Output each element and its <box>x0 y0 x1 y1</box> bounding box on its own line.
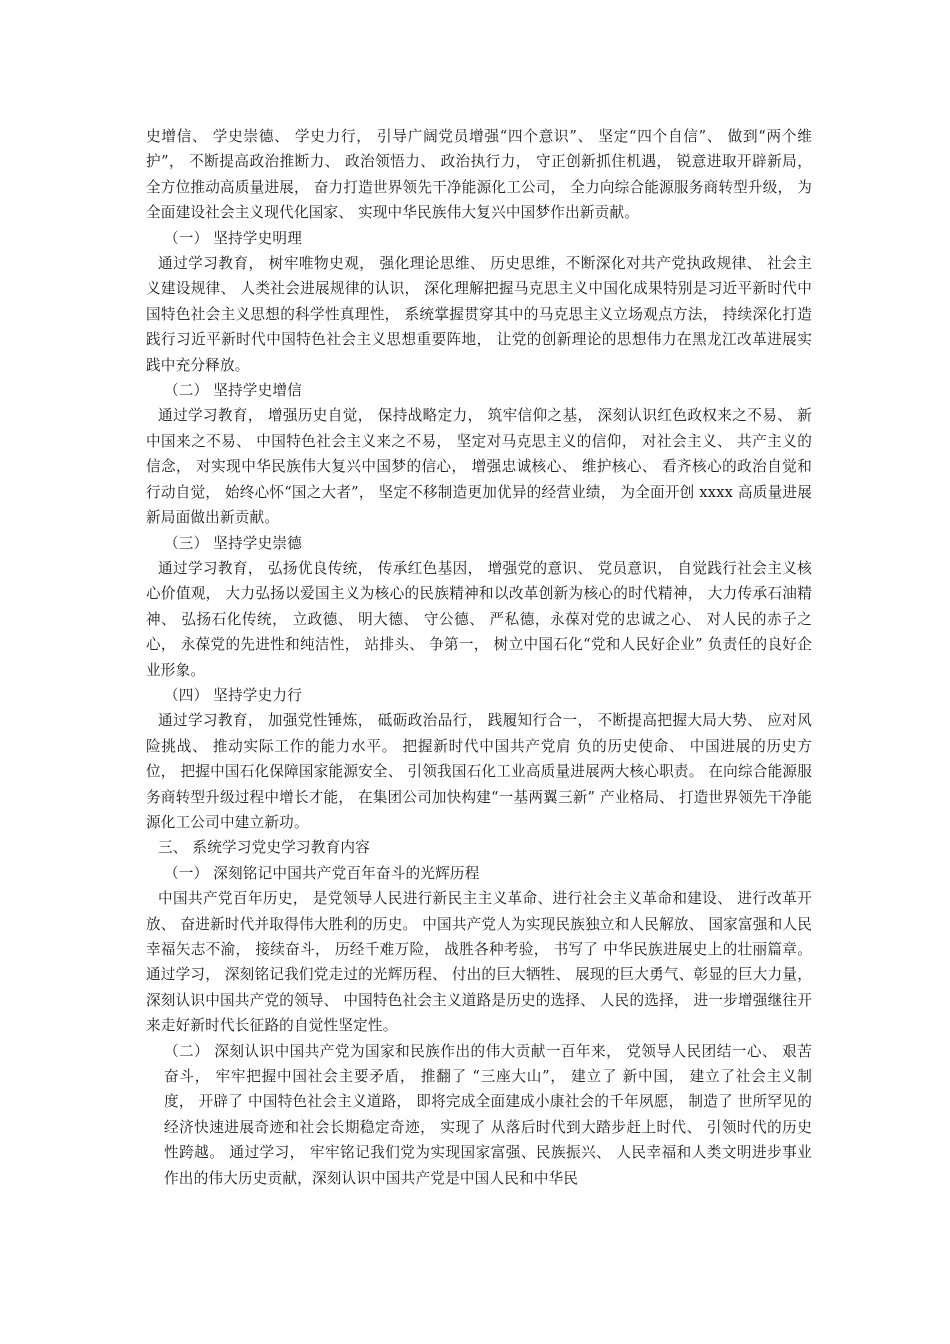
paragraph-great-contribution: （二） 深刻认识中国共产党为国家和民族作出的伟大贡献一百年来， 党领导人民团结一心、 艰苦奋斗， 牢牢把握中国社会主要矛盾， 推翻了 “三座大山”， 建立了 新中国， 建立了社会主义制度， 开辟了 中国特色社会主义道路， 即将完成全面建成小康社会的千年夙愿， 制造了 世所罕见的经济快速进展奇迹和社会长期稳定奇迹， 实现了 从落后时代到大踏步赶上时代、 引领时代的历史性跨越。 通过学习， 牢牢铭记我们党为实现国家富强、民族振兴、 人民幸福和人类文明进步事业作出的伟大历史贡献，深刻认识中国共产党是中国人民和中华民 <box>164 1042 812 1187</box>
heading-learn-history-action: （四） 坚持学史力行 <box>164 686 302 704</box>
heading-learn-history-reason: （一） 坚持学史明理 <box>164 229 302 247</box>
document-body <box>146 124 812 1191</box>
paragraph-learn-history-confidence: 通过学习教育， 增强历史自觉， 保持战略定力， 筑牢信仰之基， 深刻认识红色政权来之不易、 新中国来之不易、 中国特色社会主义来之不易， 坚定对马克思主义的信仰， 对社会主义、 共产主义的信念， 对实现中华民族伟大复兴中国梦的信心， 增强忠诚核心、 维护核心、 看齐核心的政治自觉和行动自觉， 始终心怀“国之大者”， 坚定不移制造更加优异的经营业绩， 为全面开创 xxxx 高质量进展新局面做出新贡献。 <box>146 407 812 527</box>
paragraph-intro: 史增信、 学史崇德、 学史力行， 引导广阔党员增强“四个意识”、 坚定“四个自信”、 做到“两个维护”， 不断提高政治推断力、 政治领悟力、 政治执行力， 守正创新抓住机遇， 锐意进取开辟新局， 全方位推动高质量进展， 奋力打造世界领先干净能源化工公司， 全力向综合能源服务商转型升级， 为全面建设社会主义现代化国家、 实现中华民族伟大复兴中国梦作出新贡献。 <box>146 128 812 222</box>
heading-learn-history-virtue: （三） 坚持学史崇德 <box>164 534 302 552</box>
section-heading-three: 三、 系统学习党史学习教育内容 <box>158 839 370 857</box>
heading-learn-history-confidence: （二） 坚持学史增信 <box>164 382 302 400</box>
paragraph-learn-history-virtue: 通过学习教育， 弘扬优良传统， 传承红色基因， 增强党的意识、 党员意识， 自觉践行社会主义核心价值观， 大力弘扬以爱国主义为核心的民族精神和以改革创新为核心的时代精神， 大力传承石油精神、 弘扬石化传统， 立政德、 明大德、 守公德、 严私德，永葆对党的忠诚之心、 对人民的赤子之心， 永葆党的先进性和纯洁性， 站排头、 争第一， 树立中国石化“党和人民好企业” 负责任的良好企业形象。 <box>146 559 812 679</box>
heading-glorious-history: （一） 深刻铭记中国共产党百年奋斗的光辉历程 <box>164 864 480 882</box>
paragraph-learn-history-reason: 通过学习教育， 树牢唯物史观， 强化理论思维、 历史思维，不断深化对共产党执政规律、 社会主义建设规律、 人类社会进展规律的认识， 深化理解把握马克思主义中国化成果特别是习近平新时代中国特色社会主义思想的科学性真理性， 系统掌握贯穿其中的马克思主义立场观点方法， 持续深化打造践行习近平新时代中国特色社会主义思想重要阵地， 让党的创新理论的思想伟力在黑龙江改革进展实践中充分释放。 <box>146 255 812 374</box>
paragraph-glorious-history: 中国共产党百年历史， 是党领导人民进行新民主主义革命、进行社会主义革命和建设、 进行改革开放、 奋进新时代并取得伟大胜利的历史。 中国共产党人为实现民族独立和人民解放、 国家富强和人民幸福矢志不渝， 接续奋斗， 历经千难万险， 战胜各种考验， 书写了 中华民族进展史上的壮丽篇章。 通过学习， 深刻铭记我们党走过的光辉历程、 付出的巨大牺牲、 展现的巨大勇气、彰显的巨大力量， 深刻认识中国共产党的领导、 中国特色社会主义道路是历史的选择、 人民的选择， 进一步增强继往开来走好新时代长征路的自觉性坚定性。 <box>146 890 812 1035</box>
paragraph-learn-history-action: 通过学习教育， 加强党性锤炼， 砥砺政治品行， 践履知行合一， 不断提高把握大局大势、 应对风险挑战、 推动实际工作的能力水平。 把握新时代中国共产党肩 负的历史使命、 中国进展的历史方位， 把握中国石化保障国家能源安全、 引领我国石化工业高质量进展两大核心职责。 在向综合能源服务商转型升级过程中增长才能， 在集团公司加快构建“一基两翼三新” 产业格局、 打造世界领先干净能源化工公司中建立新功。 <box>146 712 812 831</box>
